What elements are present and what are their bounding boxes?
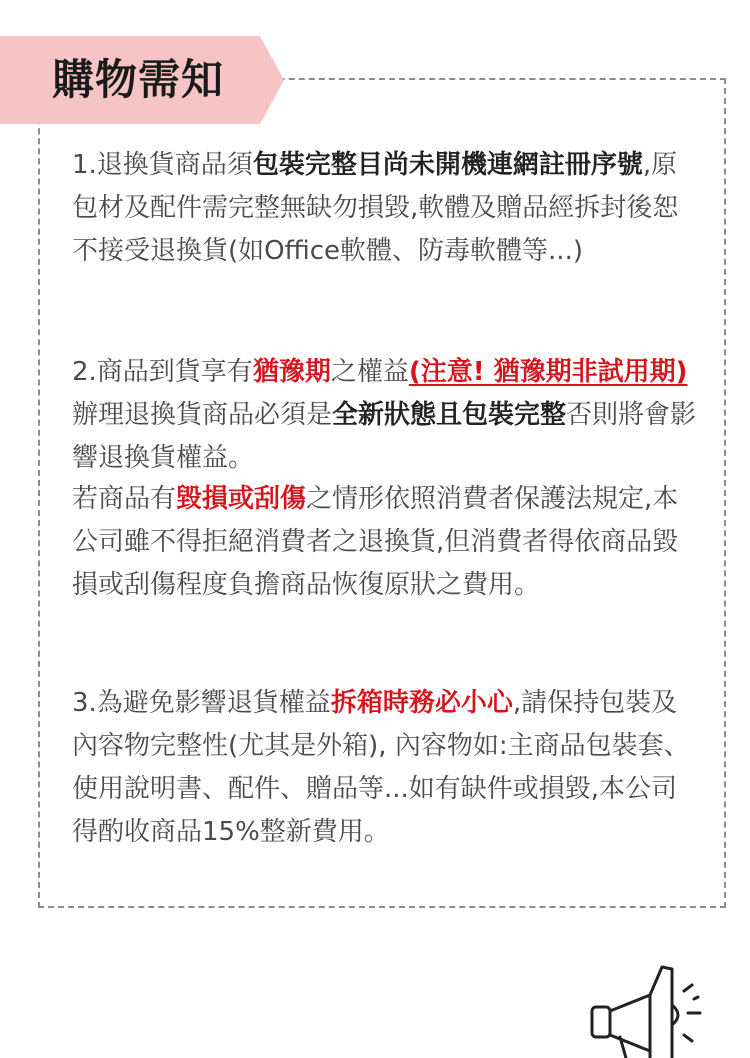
notice-item-2 — [72, 351, 702, 480]
notice-1-bold: 包裝完整目尚未開機連網註冊序號 — [252, 150, 643, 180]
notice-3-text-c: ,請保持包裝及內容物完整性(尤其是外箱), 內容物如:主商品包裝套、使用說明書、配件、贈品等...如有缺件或損毀,本公司得酌收商品15%整新費用。 — [72, 688, 690, 847]
notice-2-red-underline: (注意! 猶豫期非試用期) — [408, 357, 688, 387]
notice-3-text-a: 3.為避免影響退貨權益 — [72, 688, 331, 718]
notice-2-red: 猶豫期 — [252, 357, 331, 387]
notice-item-2b — [72, 478, 702, 607]
notice-2-bold: 全新狀態且包裝完整 — [332, 400, 567, 430]
notice-2-text-e: 辦理退換貨商品必須是 — [72, 400, 333, 430]
notice-2-text-c: 之權益 — [330, 357, 409, 387]
notice-item-3 — [72, 682, 702, 854]
notice-2b-text-c: 之情形依照消費者保護法規定,本公司雖不得拒絕消費者之退換貨,但消費者得依商品毀損或刮傷程度負擔商品恢復原狀之費用。 — [72, 484, 679, 600]
notice-3-red: 拆箱時務必小心 — [330, 688, 513, 718]
notice-2-text-a: 2.商品到貨享有 — [72, 357, 253, 387]
notice-1-text-c: ,原包材及配件需完整無缺勿損毀,軟體及贈品經拆封後恕不接受退換貨(如Office軟體、防毒軟體等...) — [72, 150, 679, 266]
megaphone-icon — [580, 955, 710, 1058]
notice-1-text-a: 1.退換貨商品須 — [72, 150, 253, 180]
notice-2b-text-a: 若商品有 — [72, 484, 177, 514]
notice-item-1 — [72, 144, 702, 273]
page-title: 購物需知 — [52, 55, 225, 104]
notice-2b-red: 毀損或刮傷 — [176, 484, 307, 514]
notice-2-text-g: 否則將會影響退換貨權益。 — [72, 400, 697, 473]
